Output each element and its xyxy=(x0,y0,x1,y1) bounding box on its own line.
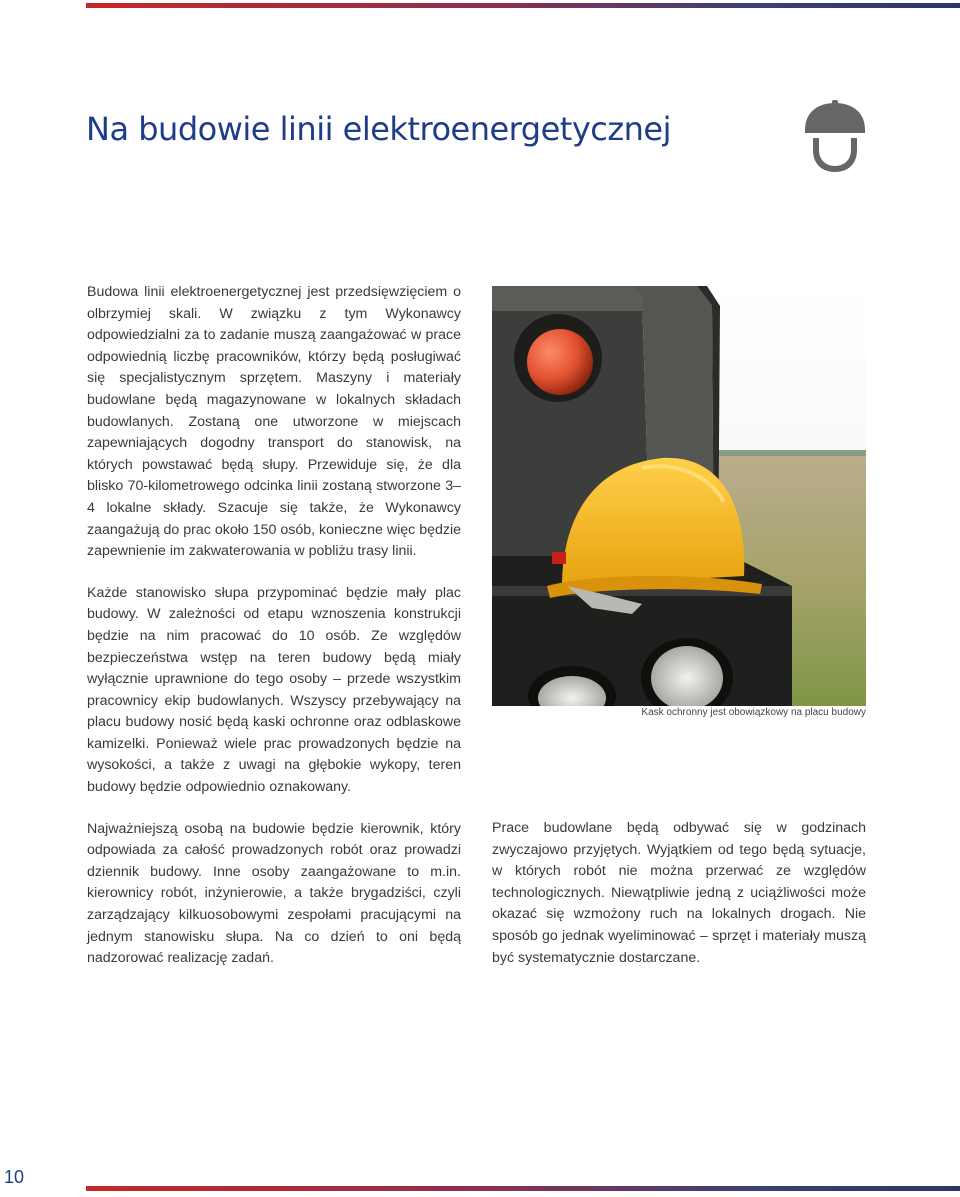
paragraph: Prace budowlane będą odbywać się w godzinach zwyczajowo przyjętych. Wyjątkiem od tego będą sytuacje, w których robót nie można przerwać ze względów technologicznych. Niewątpliwie jedną z uciążliwości może okazać się wzmożony ruch na lokalnych drogach. Nie sposób go jednak wyeliminować – sprzęt i materiały muszą być systematycznie dostarczane. xyxy=(492,820,866,966)
hard-hat-photo xyxy=(492,286,866,706)
paragraph: Każde stanowisko słupa przypominać będzie mały plac budowy. W zależności od etapu wznoszenia konstrukcji będzie na nim pracować do 10 osób. Ze względów bezpieczeństwa wstęp na teren budowy będą miały wyłącznie uprawnione do tego osoby – przede wszystkim pracownicy ekip budowlanych. Wszyscy przebywający na placu budowy nosić będą kaski ochronne oraz odblaskowe kamizelki. Ponieważ wiele prac prowadzonych będzie na wysokości, a także z uwagi na głębokie wykopy, teren budowy będzie odpowiednio oznakowany. xyxy=(87,584,461,796)
paragraph: Budowa linii elektroenergetycznej jest przedsięwzięciem o olbrzymiej skali. W związku z tym Wykonawcy odpowiedzialni za to zadanie muszą zaangażować w prace odpowiednią liczbę pracowników, którzy będą posługiwać się specjalistycznym sprzętem. Maszyny i materiały budowlane będą magazynowane w lokalnych składach budowlanych. Zostaną one utworzone w miejscach zapewniających dogodny transport do stanowisk, na których powstawać będą słupy. Przewiduje się, że dla blisko 70-kilometrowego odcinka linii zostaną stworzone 3–4 lokalne składy. Szacuje się także, że Wykonawcy zaangażują do prac około 150 osób, konieczne więc będzie zapewnienie im zakwaterowania w pobliżu trasy linii. xyxy=(87,284,461,560)
photo-caption: Kask ochronny jest obowiązkowy na placu budowy xyxy=(641,707,866,718)
helmet-worker-icon xyxy=(802,100,868,176)
top-accent-bar xyxy=(86,3,960,8)
paragraph: Najważniejszą osobą na budowie będzie kierownik, który odpowiada za całość prowadzonych robót oraz prowadzi dziennik budowy. Inne osoby zaangażowane to m.in. kierownicy robót, inżynierowie, a także brygadziści, czyli zarządzający kilkuosobowymi zespołami pracującymi na jednym stanowisku słupa. Na co dzień to oni będą nadzorować realizację zadań. xyxy=(87,820,461,967)
right-text-column xyxy=(492,818,866,989)
bottom-accent-bar xyxy=(86,1186,960,1191)
page-title: Na budowie linii elektroenergetycznej xyxy=(86,110,671,148)
left-text-column xyxy=(87,282,461,990)
page-number: 10 xyxy=(4,1167,25,1187)
